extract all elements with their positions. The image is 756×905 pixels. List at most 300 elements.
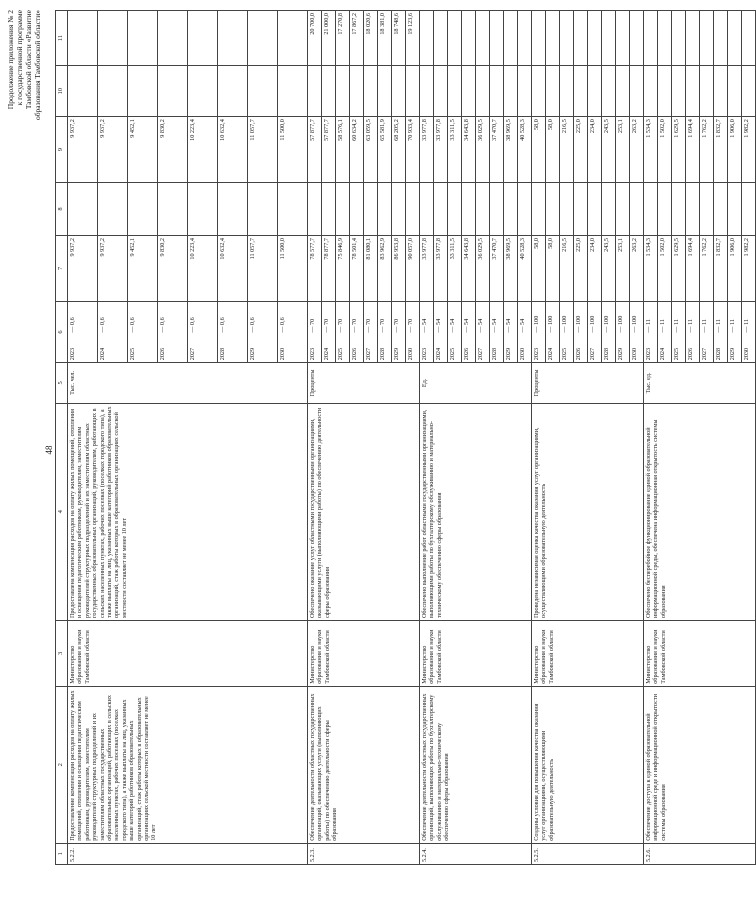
- amount-c8: [188, 182, 218, 235]
- year-indicator-cell: [574, 301, 588, 363]
- table-row: [308, 11, 322, 865]
- dash-separator: —: [505, 324, 512, 335]
- amount-c10: [714, 66, 728, 117]
- dash-separator: —: [99, 324, 106, 335]
- amount-c9: 36 029,5: [476, 117, 490, 183]
- amount-c11: [644, 11, 658, 66]
- indicator-value: 11: [729, 319, 736, 325]
- amount-c11: [686, 11, 700, 66]
- amount-c9: 33 977,8: [434, 117, 448, 183]
- amount-c9: 40 528,3: [518, 117, 532, 183]
- year-indicator-cell: [68, 301, 98, 363]
- year-indicator-cell: [322, 301, 336, 363]
- indicator-value: 100: [575, 315, 582, 325]
- indicator-value: 70: [393, 318, 400, 325]
- year-value: 2025: [129, 347, 136, 361]
- indicator-value: 11: [673, 319, 680, 325]
- amount-c7: 234,0: [588, 235, 602, 301]
- amount-c9: 1 502,0: [658, 117, 672, 183]
- amount-c11: [218, 11, 248, 66]
- amount-c7: 243,5: [602, 235, 616, 301]
- amount-c11: [462, 11, 476, 66]
- amount-c8: [378, 182, 392, 235]
- amount-c10: [364, 66, 378, 117]
- year-indicator-cell: [434, 301, 448, 363]
- amount-c11: [504, 11, 518, 66]
- year-value: 2029: [249, 347, 256, 361]
- amount-c10: [406, 66, 420, 117]
- amount-c8: [686, 182, 700, 235]
- dash-separator: —: [589, 324, 596, 335]
- indicator-value: 100: [617, 315, 624, 325]
- amount-c9: 9 452,1: [128, 117, 158, 183]
- indicator-value: 70: [365, 318, 372, 325]
- year-value: 2026: [159, 347, 166, 361]
- year-indicator-cell: [420, 301, 434, 363]
- year-indicator-cell: [158, 301, 188, 363]
- amount-c10: [158, 66, 188, 117]
- year-value: 2027: [477, 347, 484, 361]
- year-value: 2030: [407, 347, 414, 361]
- indicator-value: 54: [505, 318, 512, 325]
- measure-name: Обеспечение доступа к единой образовательной информационной среде и информационной открытости системы образования: [644, 686, 756, 843]
- amount-c7: 253,1: [616, 235, 630, 301]
- dash-separator: —: [561, 324, 568, 335]
- dash-separator: —: [365, 324, 372, 335]
- amount-c10: [128, 66, 158, 117]
- year-indicator-cell: [658, 301, 672, 363]
- amount-c8: [434, 182, 448, 235]
- dash-separator: —: [69, 324, 76, 335]
- amount-c10: [350, 66, 364, 117]
- dash-separator: —: [309, 324, 316, 335]
- amount-c9: 1 534,3: [644, 117, 658, 183]
- amount-c11: [560, 11, 574, 66]
- indicator-value: 100: [631, 315, 638, 325]
- amount-c7: 81 080,1: [364, 235, 378, 301]
- dash-separator: —: [421, 324, 428, 335]
- measure-number: 5.2.2.: [68, 843, 308, 864]
- col-header-11: 11: [56, 11, 68, 66]
- col-header-7: 7: [56, 235, 68, 301]
- amount-c9: 1 906,0: [728, 117, 742, 183]
- year-value: 2026: [463, 347, 470, 361]
- amount-c8: [98, 182, 128, 235]
- year-value: 2025: [673, 347, 680, 361]
- measure-unit: Проценты: [308, 363, 420, 403]
- year-indicator-cell: [476, 301, 490, 363]
- year-value: 2030: [631, 347, 638, 361]
- amount-c8: [128, 182, 158, 235]
- year-value: 2026: [351, 347, 358, 361]
- indicator-value: 0,6: [129, 317, 136, 325]
- amount-c7: 37 470,7: [490, 235, 504, 301]
- year-indicator-cell: [448, 301, 462, 363]
- indicator-value: 100: [603, 315, 610, 325]
- amount-c8: [278, 182, 308, 235]
- year-value: 2029: [617, 347, 624, 361]
- amount-c9: 234,0: [588, 117, 602, 183]
- year-indicator-cell: [546, 301, 560, 363]
- year-indicator-cell: [616, 301, 630, 363]
- dash-separator: —: [659, 324, 666, 335]
- year-indicator-cell: [714, 301, 728, 363]
- measure-unit: Тыс. ед.: [644, 363, 756, 403]
- year-value: 2028: [219, 347, 226, 361]
- measure-number: 5.2.5.: [532, 843, 644, 864]
- year-value: 2023: [533, 347, 540, 361]
- measure-executor: Министерство образования и науки Тамбовской области: [308, 621, 420, 687]
- indicator-value: 11: [701, 319, 708, 325]
- amount-c8: [728, 182, 742, 235]
- year-indicator-cell: [364, 301, 378, 363]
- dash-separator: —: [575, 324, 582, 335]
- year-value: 2028: [379, 347, 386, 361]
- year-indicator-cell: [392, 301, 406, 363]
- measure-executor: Министерство образования и науки Тамбовской области: [420, 621, 532, 687]
- dash-separator: —: [393, 324, 400, 335]
- measure-name: Обеспечение деятельности областных государственных организаций, выполняющих работы по бухгалтерскому обслуживанию и материально-техническому обеспечению сферы образования: [420, 686, 532, 843]
- year-indicator-cell: [630, 301, 644, 363]
- amount-c11: [98, 11, 128, 66]
- dash-separator: —: [249, 324, 256, 335]
- amount-c9: 33 977,8: [420, 117, 434, 183]
- col-header-9: 9: [56, 117, 68, 183]
- year-value: 2023: [421, 347, 428, 361]
- amount-c8: [248, 182, 278, 235]
- year-indicator-cell: [700, 301, 714, 363]
- dash-separator: —: [617, 324, 624, 335]
- table-row: [532, 11, 546, 865]
- amount-c9: 9 830,2: [158, 117, 188, 183]
- indicator-value: 0,6: [159, 317, 166, 325]
- indicator-value: 54: [463, 318, 470, 325]
- amount-c11: [518, 11, 532, 66]
- amount-c10: [98, 66, 128, 117]
- year-indicator-cell: [644, 301, 658, 363]
- amount-c9: 65 581,9: [378, 117, 392, 183]
- table-row: [644, 11, 658, 865]
- amount-c8: [462, 182, 476, 235]
- year-indicator-cell: [518, 301, 532, 363]
- amount-c7: 1 502,0: [658, 235, 672, 301]
- col-header-4: 4: [56, 403, 68, 620]
- year-indicator-cell: [378, 301, 392, 363]
- measure-result: Предоставлена компенсация расходов на оплату жилых помещений, отопления и освещения педагогическим работникам, руководителям, заместителям руководителей структурных подразделений и их заместителям областных государственных образовательных организаций, руководителям, работающих в сельских населенных пунктах, рабочих поселках (поселках городского типа), а также выплаты на лиц, указанных выше категорий работников образовательных организаций, стаж работы которых в образовательных организациях сельской местности составляет не менее 10 лет: [68, 403, 308, 620]
- amount-c9: 10 632,4: [218, 117, 248, 183]
- amount-c11: [248, 11, 278, 66]
- amount-c8: [406, 182, 420, 235]
- amount-c9: 1 982,2: [742, 117, 756, 183]
- indicator-value: 11: [715, 319, 722, 325]
- indicator-value: 11: [743, 319, 750, 325]
- year-indicator-cell: [248, 301, 278, 363]
- amount-c11: [420, 11, 434, 66]
- amount-c10: [476, 66, 490, 117]
- year-indicator-cell: [278, 301, 308, 363]
- amount-c7: 90 057,0: [406, 235, 420, 301]
- amount-c7: 1 629,5: [672, 235, 686, 301]
- amount-c11: [278, 11, 308, 66]
- amount-c8: [336, 182, 350, 235]
- year-value: 2029: [729, 347, 736, 361]
- measure-executor: Министерство образования и науки Тамбовской области: [644, 621, 756, 687]
- year-indicator-cell: [128, 301, 158, 363]
- amount-c10: [336, 66, 350, 117]
- indicator-value: 70: [407, 318, 414, 325]
- amount-c7: 263,2: [630, 235, 644, 301]
- amount-c11: [476, 11, 490, 66]
- year-value: 2027: [365, 347, 372, 361]
- amount-c7: 1 906,0: [728, 235, 742, 301]
- dash-separator: —: [519, 324, 526, 335]
- year-value: 2027: [589, 347, 596, 361]
- amount-c7: 36 029,5: [476, 235, 490, 301]
- amount-c10: [420, 66, 434, 117]
- indicator-value: 100: [561, 315, 568, 325]
- dash-separator: —: [729, 324, 736, 335]
- amount-c7: 225,0: [574, 235, 588, 301]
- year-value: 2023: [69, 347, 76, 361]
- amount-c11: 18 381,0: [378, 11, 392, 66]
- amount-c10: [448, 66, 462, 117]
- amount-c8: [658, 182, 672, 235]
- amount-c8: [518, 182, 532, 235]
- appendix-line-2: к государственной программе: [15, 10, 24, 106]
- amount-c11: 20 700,0: [308, 11, 322, 66]
- year-indicator-cell: [490, 301, 504, 363]
- amount-c9: 38 969,5: [504, 117, 518, 183]
- year-indicator-cell: [218, 301, 248, 363]
- measure-unit: Проценты: [532, 363, 644, 403]
- year-value: 2028: [715, 347, 722, 361]
- amount-c8: [602, 182, 616, 235]
- amount-c9: 9 937,2: [98, 117, 128, 183]
- indicator-value: 0,6: [249, 317, 256, 325]
- dash-separator: —: [279, 324, 286, 335]
- amount-c10: [278, 66, 308, 117]
- dash-separator: —: [351, 324, 358, 335]
- measure-name: Предоставление компенсации расходов на оплату жилых помещений, отопления и освещения педагогическим работникам, руководителям, заместителям руководителей структурных подразделений и их заместителям областных государственных образовательных организаций, работающих в сельских населенных пунктах, рабочих поселках (поселках городского типа), а также выплаты на лиц, указанных выше категорий работников образовательных организаций, стаж работы которых в образовательных организациях сельской местности составляет не менее 10 лет: [68, 686, 308, 843]
- amount-c9: 70 933,4: [406, 117, 420, 183]
- indicator-value: 100: [547, 315, 554, 325]
- appendix-line-3: Тамбовской области «Развитие: [24, 10, 33, 110]
- amount-c10: [742, 66, 756, 117]
- amount-c8: [714, 182, 728, 235]
- year-indicator-cell: [504, 301, 518, 363]
- amount-c11: [490, 11, 504, 66]
- amount-c11: 18 020,6: [364, 11, 378, 66]
- measure-number: 5.2.4.: [420, 843, 532, 864]
- amount-c11: [188, 11, 218, 66]
- amount-c10: [560, 66, 574, 117]
- amount-c10: [658, 66, 672, 117]
- amount-c8: [350, 182, 364, 235]
- amount-c8: [158, 182, 188, 235]
- amount-c9: 58,0: [546, 117, 560, 183]
- amount-c9: 57 877,7: [308, 117, 322, 183]
- column-number-row: [56, 11, 68, 865]
- amount-c8: [588, 182, 602, 235]
- measure-executor: Министерство образования и науки Тамбовской области: [532, 621, 644, 687]
- amount-c9: 11 500,0: [278, 117, 308, 183]
- amount-c10: [532, 66, 546, 117]
- indicator-value: 70: [309, 318, 316, 325]
- amount-c7: 33 977,8: [434, 235, 448, 301]
- amount-c8: [308, 182, 322, 235]
- amount-c11: [448, 11, 462, 66]
- year-value: 2023: [645, 347, 652, 361]
- dash-separator: —: [645, 324, 652, 335]
- amount-c8: [644, 182, 658, 235]
- indicator-value: 54: [435, 318, 442, 325]
- amount-c9: 1 694,4: [686, 117, 700, 183]
- year-value: 2030: [519, 347, 526, 361]
- dash-separator: —: [673, 324, 680, 335]
- indicator-value: 54: [449, 318, 456, 325]
- year-value: 2029: [505, 347, 512, 361]
- amount-c11: 17 270,8: [336, 11, 350, 66]
- amount-c7: 38 969,5: [504, 235, 518, 301]
- amount-c10: [518, 66, 532, 117]
- amount-c9: 1 762,2: [700, 117, 714, 183]
- amount-c7: 33 977,8: [420, 235, 434, 301]
- amount-c7: 78 577,7: [308, 235, 322, 301]
- amount-c11: [658, 11, 672, 66]
- amount-c9: 9 937,2: [68, 117, 98, 183]
- col-header-2: 2: [56, 686, 68, 843]
- amount-c10: [188, 66, 218, 117]
- dash-separator: —: [687, 324, 694, 335]
- amount-c7: 10 223,4: [188, 235, 218, 301]
- amount-c11: [616, 11, 630, 66]
- measure-result: Обеспечено бесперебойное функционирование единой образовательной информационной среды, обеспечена информационная открытость системы образования: [644, 403, 756, 620]
- amount-c10: [728, 66, 742, 117]
- amount-c8: [490, 182, 504, 235]
- measure-name: Обеспечение деятельности областных государственных организаций, оказывающих услуги (выполняющих работы) по обеспечению деятельности сферы образования: [308, 686, 420, 843]
- amount-c10: [588, 66, 602, 117]
- indicator-value: 100: [533, 315, 540, 325]
- dash-separator: —: [159, 324, 166, 335]
- amount-c9: 216,5: [560, 117, 574, 183]
- dash-separator: —: [715, 324, 722, 335]
- amount-c7: 78 877,7: [322, 235, 336, 301]
- year-value: 2025: [337, 347, 344, 361]
- amount-c7: 9 937,2: [98, 235, 128, 301]
- amount-c9: 57 877,7: [322, 117, 336, 183]
- program-measures-table: [55, 10, 756, 865]
- dash-separator: —: [219, 324, 226, 335]
- indicator-value: 100: [589, 315, 596, 325]
- amount-c10: [546, 66, 560, 117]
- measure-result: Обеспечено оказание услуг областными государственными организациями, оказывающими услуги (выполняющими работы) по обеспечению деятельности сферы образования: [308, 403, 420, 620]
- measure-name: Созданы условия для повышения качества оказания услуг организациями, осуществляющими образовательную деятельность: [532, 686, 644, 843]
- amount-c9: 60 634,2: [350, 117, 364, 183]
- amount-c11: [434, 11, 448, 66]
- dash-separator: —: [603, 324, 610, 335]
- amount-c11: 17 867,2: [350, 11, 364, 66]
- indicator-value: 70: [379, 318, 386, 325]
- amount-c7: 58,0: [546, 235, 560, 301]
- table-row: [68, 11, 98, 865]
- dash-separator: —: [189, 324, 196, 335]
- amount-c9: 34 643,8: [462, 117, 476, 183]
- amount-c9: 225,0: [574, 117, 588, 183]
- year-indicator-cell: [560, 301, 574, 363]
- measure-result: Обеспечено выполнение работ областными государственными организациями, выполняющими работы по бухгалтерскому обслуживанию и материально-техническому обеспечению сферы образования: [420, 403, 532, 620]
- amount-c7: 86 953,8: [392, 235, 406, 301]
- amount-c9: 1 629,5: [672, 117, 686, 183]
- year-value: 2024: [323, 347, 330, 361]
- amount-c11: [602, 11, 616, 66]
- amount-c10: [68, 66, 98, 117]
- year-indicator-cell: [406, 301, 420, 363]
- amount-c8: [546, 182, 560, 235]
- year-value: 2026: [687, 347, 694, 361]
- indicator-value: 70: [337, 318, 344, 325]
- indicator-value: 0,6: [219, 317, 226, 325]
- dash-separator: —: [323, 324, 330, 335]
- amount-c10: [616, 66, 630, 117]
- amount-c8: [616, 182, 630, 235]
- dash-separator: —: [533, 324, 540, 335]
- amount-c10: [322, 66, 336, 117]
- amount-c11: [630, 11, 644, 66]
- year-indicator-cell: [728, 301, 742, 363]
- amount-c9: 37 470,7: [490, 117, 504, 183]
- amount-c8: [560, 182, 574, 235]
- amount-c9: 63 059,5: [364, 117, 378, 183]
- amount-c7: 1 694,4: [686, 235, 700, 301]
- indicator-value: 0,6: [99, 317, 106, 325]
- amount-c8: [448, 182, 462, 235]
- amount-c8: [504, 182, 518, 235]
- year-value: 2026: [575, 347, 582, 361]
- amount-c7: 9 830,2: [158, 235, 188, 301]
- amount-c8: [532, 182, 546, 235]
- appendix-caption: [6, 10, 42, 185]
- amount-c9: 263,2: [630, 117, 644, 183]
- amount-c10: [672, 66, 686, 117]
- year-value: 2027: [701, 347, 708, 361]
- amount-c7: 78 501,4: [350, 235, 364, 301]
- year-value: 2024: [547, 347, 554, 361]
- amount-c7: 40 528,3: [518, 235, 532, 301]
- amount-c10: [644, 66, 658, 117]
- table-row: [420, 11, 434, 865]
- amount-c11: [714, 11, 728, 66]
- amount-c7: 1 832,7: [714, 235, 728, 301]
- year-value: 2030: [279, 347, 286, 361]
- amount-c7: 9 937,2: [68, 235, 98, 301]
- amount-c8: [218, 182, 248, 235]
- indicator-value: 0,6: [189, 317, 196, 325]
- amount-c10: [686, 66, 700, 117]
- amount-c10: [602, 66, 616, 117]
- indicator-value: 54: [421, 318, 428, 325]
- year-value: 2025: [561, 347, 568, 361]
- amount-c9: 58 576,1: [336, 117, 350, 183]
- dash-separator: —: [631, 324, 638, 335]
- amount-c10: [248, 66, 278, 117]
- amount-c11: [672, 11, 686, 66]
- amount-c7: 1 982,2: [742, 235, 756, 301]
- amount-c11: [158, 11, 188, 66]
- amount-c7: 216,5: [560, 235, 574, 301]
- measure-unit: Тыс. чел.: [68, 363, 308, 403]
- indicator-value: 11: [659, 319, 666, 325]
- dash-separator: —: [337, 324, 344, 335]
